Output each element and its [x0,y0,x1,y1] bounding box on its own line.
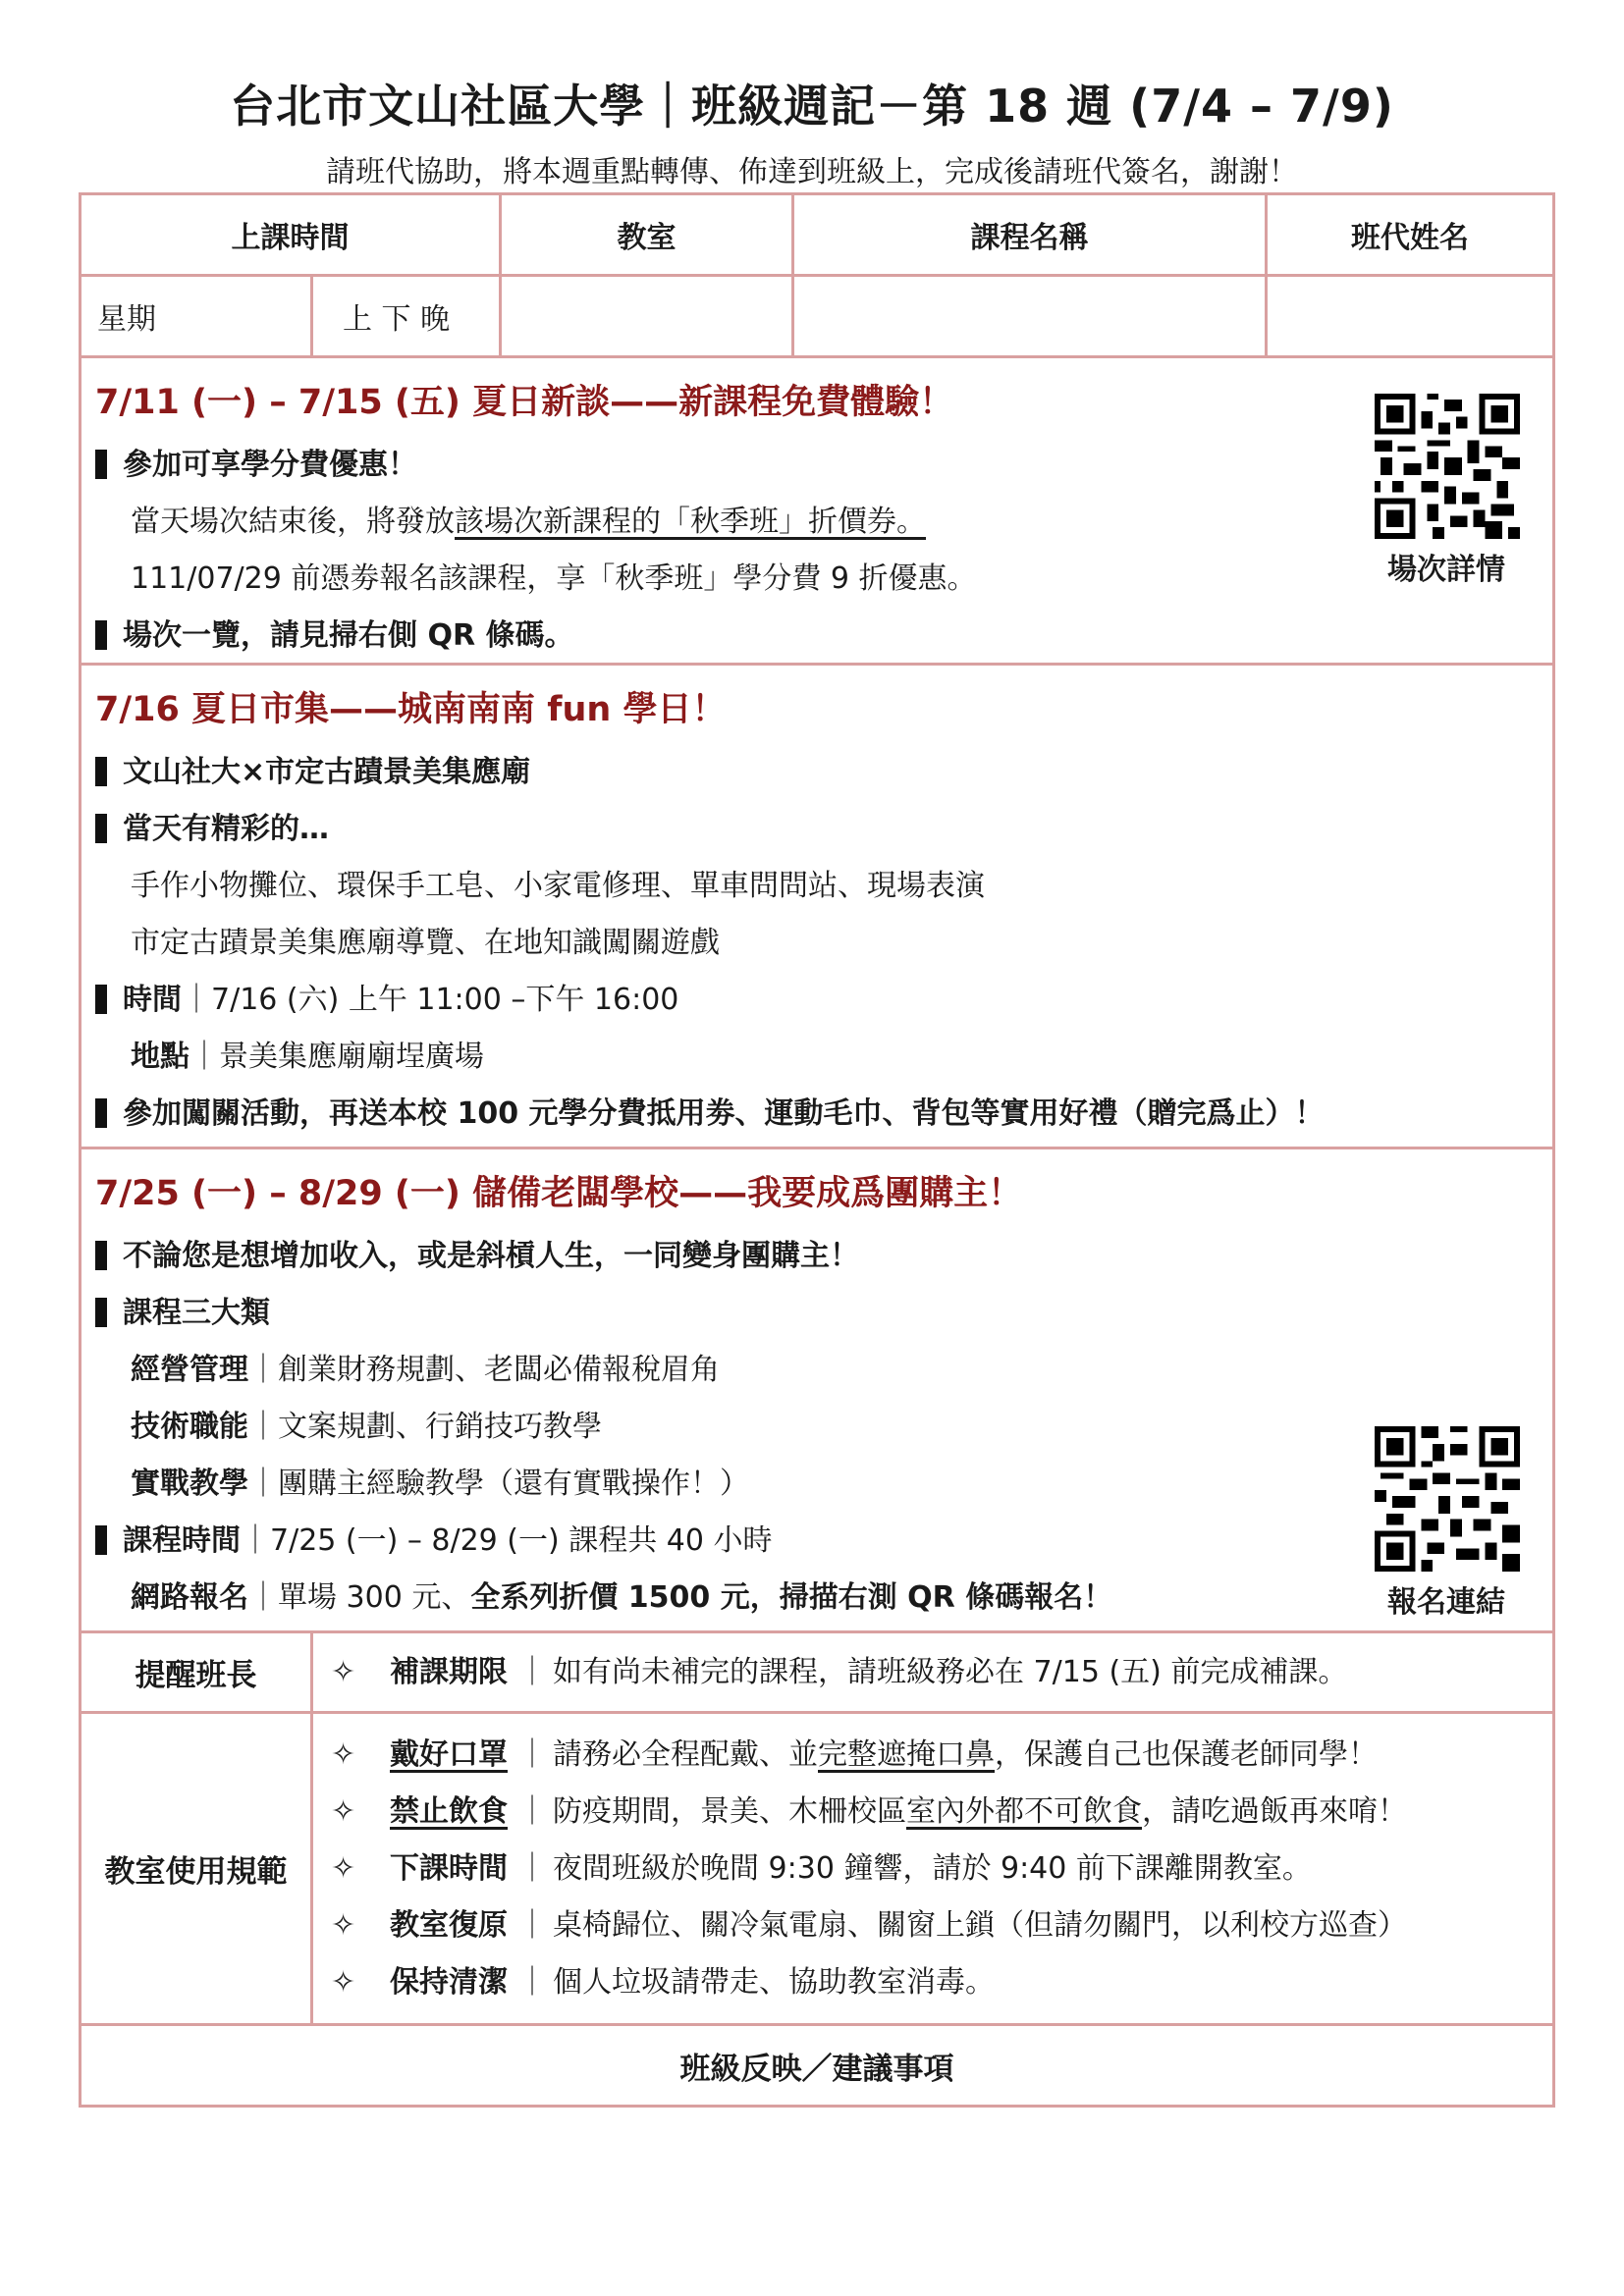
course-category-line: 實戰教學｜團購主經驗教學（還有實戰操作！） [131,1467,749,1501]
class-rep-signature-field[interactable] [1268,277,1552,355]
detail-line: 當天場次結束後，將發放該場次新課程的「秋季班」折價券。 [131,505,926,539]
page-title: 台北市文山社區大學｜班級週記－第 18 週 (7/4 – 7/9) [230,80,1394,133]
diamond-icon: ✧ [331,1736,356,1772]
bullet-mark [95,1241,107,1270]
bullet-mark [95,450,107,479]
course-name-field[interactable] [794,277,1268,355]
bullet-mark [95,757,107,786]
section-summer-trial [81,358,1552,666]
bullet-mark [95,1298,107,1327]
page-subtitle: 請班代協助，將本週重點轉傳、佈達到班級上，完成後請班代簽名，謝謝！ [326,155,1298,189]
bullet-mark [95,1098,107,1128]
fill-in-row [81,277,1552,358]
period-field[interactable] [313,277,502,355]
bullet-line: 文山社大×市定古蹟景美集應廟 [95,744,1552,801]
weekly-notice-sheet [79,192,1555,2108]
registration-line: 網路報名｜單場 300 元、全系列折價 1500 元，掃描右測 QR 條碼報名！ [131,1580,1113,1615]
diamond-icon: ✧ [331,1793,356,1829]
reminder-line: ✧ 補課期限 ｜ 如有尚未補完的課程，請班級務必在 7/15 (五) 前完成補課。 [331,1644,1347,1701]
detail-line: 手作小物攤位、環保手工皂、小家電修理、單車問問站、現場表演 [131,869,985,903]
section-title: 7/11 (一) – 7/15 (五) 夏日新談——新課程免費體驗！ [95,383,954,422]
diamond-icon: ✧ [331,1907,356,1943]
course-category-line: 經營管理｜創業財務規劃、老闆必備報稅眉角 [131,1353,720,1387]
bullet-mark [95,620,107,650]
weekday-label: 星期 [97,302,156,337]
bullet-mark [95,985,107,1014]
feedback-row [81,2026,1552,2105]
classroom-field[interactable] [502,277,794,355]
qr-label-session-details: 場次詳情 [1387,553,1505,587]
weekday-field[interactable] [81,277,313,355]
bullet-line: 場次一覽，請見掃右側 QR 條碼。 [95,608,1552,665]
bullet-line: 參加可享學分費優惠！ [95,437,1552,494]
header-classroom: 教室 [502,195,794,274]
qr-code-session-details[interactable] [1375,394,1520,539]
reminder-content [313,1633,1552,1711]
rules-label: 教室使用規範 [81,1714,313,2023]
reminder-row [81,1633,1552,1714]
rule-keep-clean: ✧ 保持清潔 ｜ 個人垃圾請帶走、協助教室消毒。 [331,1954,995,2011]
header-class-time: 上課時間 [81,195,502,274]
rule-dismissal-time: ✧ 下課時間 ｜ 夜間班級於晚間 9:30 鐘響，請於 9:40 前下課離開教室。 [331,1841,1312,1897]
reminder-label: 提醒班長 [81,1633,313,1711]
header-course-name: 課程名稱 [794,195,1268,274]
bullet-mark [95,1525,107,1555]
rule-mask: ✧ 戴好口罩 ｜ 請務必全程配戴、並完整遮掩口鼻，保護自己也保護老師同學！ [331,1727,1378,1784]
header-class-rep: 班代姓名 [1351,221,1469,255]
section-boss-school [81,1149,1552,1633]
bullet-mark [95,814,107,843]
detail-line: 市定古蹟景美集應廟導覽、在地知識闖關遊戲 [131,926,720,960]
detail-line: 111/07/29 前憑劵報名該課程，享「秋季班」學分費 9 折優惠。 [131,561,977,596]
qr-label-registration: 報名連結 [1387,1585,1505,1620]
rule-no-eating: ✧ 禁止飲食 ｜ 防疫期間，景美、木柵校區室內外都不可飲食，請吃過飯再來唷！ [331,1784,1407,1841]
bullet-line: 課程三大類 [95,1285,1552,1342]
feedback-label: 班級反映／建議事項 [679,2051,954,2087]
table-header-row [81,195,1552,277]
diamond-icon: ✧ [331,1964,356,2000]
qr-code-registration[interactable] [1375,1426,1520,1572]
period-label: 上 下 晚 [343,302,451,337]
bullet-line: 當天有精彩的… [95,801,1552,858]
section-summer-market [81,666,1552,1149]
bullet-line: 參加闖關活動，再送本校 100 元學分費抵用劵、運動毛巾、背包等實用好禮（贈完爲止）！ [95,1086,1552,1143]
section-title: 7/16 夏日市集——城南南南 fun 學日！ [95,690,727,729]
section-title: 7/25 (一) – 8/29 (一) 儲備老闆學校——我要成爲團購主！ [95,1174,1023,1213]
rules-content [313,1714,1552,2023]
event-time-line: 時間｜7/16 (六) 上午 11:00 –下午 16:00 [95,972,1552,1029]
course-category-line: 技術職能｜文案規劃、行銷技巧教學 [131,1410,602,1444]
classroom-rules-row [81,1714,1552,2026]
event-place-line: 地點｜景美集應廟廟埕廣場 [131,1040,484,1074]
diamond-icon: ✧ [331,1850,356,1886]
bullet-line: 不論您是想增加收入，或是斜槓人生，一同變身團購主！ [95,1228,1552,1285]
diamond-icon: ✧ [331,1654,356,1689]
rule-restore-room: ✧ 教室復原 ｜ 桌椅歸位、關冷氣電扇、關窗上鎖（但請勿關門，以利校方巡查） [331,1897,1407,1954]
course-time-line: 課程時間｜7/25 (一) – 8/29 (一) 課程共 40 小時 [95,1513,1552,1570]
